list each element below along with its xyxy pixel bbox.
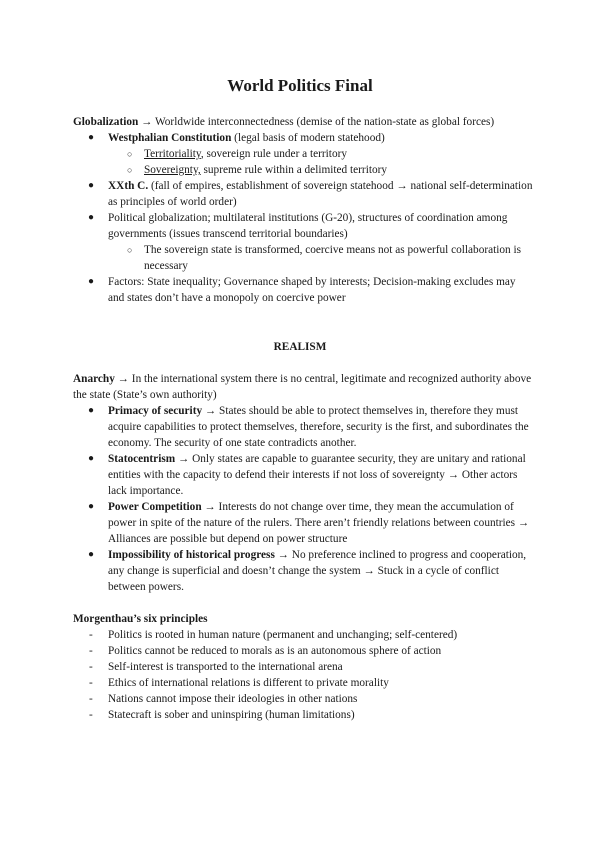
globalization-section xyxy=(73,114,533,306)
globalization-term: Globalization xyxy=(73,116,139,128)
item-text: supreme rule within a delimited territory xyxy=(200,164,388,176)
list-item xyxy=(73,162,533,178)
item-term: XXth C. xyxy=(108,180,149,192)
item-text: Nations cannot impose their ideologies in other nations xyxy=(108,693,358,705)
item-term: Statocentrism xyxy=(108,453,176,465)
dash-marker: - xyxy=(89,693,93,705)
list-item xyxy=(73,675,533,691)
circle-marker: ○ xyxy=(127,165,133,175)
list-item xyxy=(73,499,533,547)
globalization-list xyxy=(73,130,533,306)
dash-marker: - xyxy=(89,709,93,721)
list-item xyxy=(73,691,533,707)
item-text: Politics is rooted in human nature (permanent and unchanging; self-centered) xyxy=(108,629,458,641)
list-item xyxy=(73,643,533,659)
dash-marker: - xyxy=(89,629,93,641)
item-text: Politics cannot be reduced to morals as is an autonomous sphere of action xyxy=(108,645,442,657)
realism-list xyxy=(73,403,533,595)
morgenthau-heading: Morgenthau’s six principles xyxy=(73,613,208,625)
morgenthau-section xyxy=(73,611,533,723)
list-item xyxy=(73,627,533,643)
dash-marker: - xyxy=(89,645,93,657)
list-item xyxy=(73,130,533,146)
list-item xyxy=(73,178,533,210)
circle-marker: ○ xyxy=(127,245,133,255)
item-text: Factors: State inequality; Governance shaped by interests; Decision-making excludes may and states don’t have a monopoly on coercive power xyxy=(108,276,516,304)
circle-marker: ○ xyxy=(127,149,133,159)
item-term: Impossibility of historical progress xyxy=(108,549,275,561)
list-item xyxy=(73,210,533,242)
list-item xyxy=(73,707,533,723)
bullet-marker: ● xyxy=(88,501,95,512)
item-term: Power Competition xyxy=(108,501,202,513)
bullet-marker: ● xyxy=(88,405,95,416)
list-item xyxy=(73,146,533,162)
anarchy-def-text: → In the international system there is no central, legitimate and recognized authority above the state (State’s own authority) xyxy=(73,373,532,401)
globalization-def-text: → Worldwide interconnectedness (demise of the nation-state as global forces) xyxy=(138,116,495,128)
item-text: → Interests do not change over time, they mean the accumulation of power in spite of the nature of the rulers. There aren’t friendly relations between countries → Alliances are possible but depend on power structure xyxy=(108,501,530,545)
item-text: → Only states are capable to guarantee security, they are unitary and rational entities with the capacity to defend their interests if not loss of sovereignty → Other actors lack importance. xyxy=(108,453,526,497)
item-text: Self-interest is transported to the international arena xyxy=(108,661,343,673)
item-text: → States should be able to protect themselves in, therefore they must acquire capabilities to protect themselves, therefore, security is the first, and subordinates the economy. The security of one state contradicts another. xyxy=(108,405,529,449)
bullet-marker: ● xyxy=(88,549,95,560)
bullet-marker: ● xyxy=(88,276,95,287)
realism-heading: REALISM xyxy=(273,341,327,353)
realism-section xyxy=(73,371,533,595)
list-item xyxy=(73,659,533,675)
item-text: Statecraft is sober and uninspiring (human limitations) xyxy=(108,709,355,721)
item-text: , sovereign rule under a territory xyxy=(200,148,348,160)
dash-marker: - xyxy=(89,661,93,673)
morgenthau-list xyxy=(73,627,533,723)
bullet-marker: ● xyxy=(88,132,95,143)
bullet-marker: ● xyxy=(88,212,95,223)
item-text: Ethics of international relations is different to private morality xyxy=(108,677,389,689)
globalization-definition xyxy=(73,114,533,130)
list-item xyxy=(73,242,533,274)
item-text: Political globalization; multilateral institutions (G-20), structures of coordination among governments (issues transcend territorial boundaries) xyxy=(108,212,508,240)
anarchy-definition xyxy=(73,371,533,403)
item-text: (legal basis of modern statehood) xyxy=(231,132,385,144)
item-term: Sovereignty, xyxy=(144,164,201,176)
item-term: Westphalian Constitution xyxy=(108,132,232,144)
dash-marker: - xyxy=(89,677,93,689)
list-item xyxy=(73,403,533,451)
page-title: World Politics Final xyxy=(227,76,373,95)
anarchy-term: Anarchy xyxy=(73,373,115,385)
item-term: Territoriality xyxy=(144,148,201,160)
bullet-marker: ● xyxy=(88,180,95,191)
list-item xyxy=(73,274,533,306)
bullet-marker: ● xyxy=(88,453,95,464)
list-item xyxy=(73,451,533,499)
item-text: (fall of empires, establishment of sovereign statehood → national self-determination as principles of world order) xyxy=(108,180,533,208)
item-text: → No preference inclined to progress and cooperation, any change is superficial and doesn’t change the system → Stuck in a cycle of conflict between powers. xyxy=(108,549,527,593)
list-item xyxy=(73,547,533,595)
item-text: The sovereign state is transformed, coercive means not as powerful collaboration is necessary xyxy=(144,244,522,272)
item-term: Primacy of security xyxy=(108,405,203,417)
